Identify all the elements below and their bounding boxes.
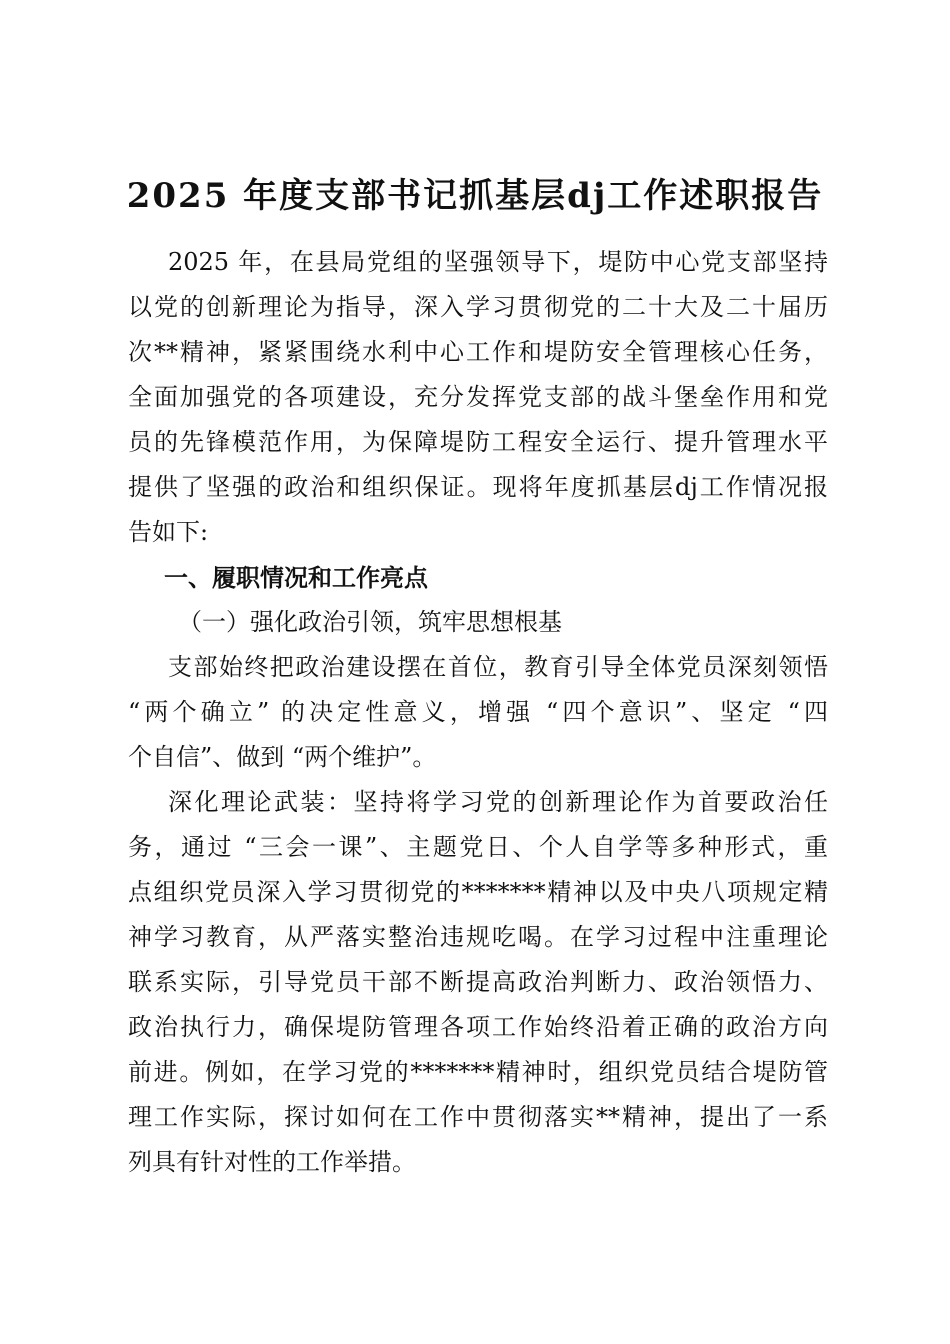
text-line: 务，通过 “三会一课”、主题党日、个人自学等多种形式，重 — [128, 833, 828, 861]
text-line: 政治执行力，确保堤防管理各项工作始终沿着正确的政治方向 — [128, 1013, 828, 1041]
text-line: 前进。例如，在学习党的*******精神时，组织党员结合堤防管 — [128, 1058, 828, 1086]
text-line: 理工作实际，探讨如何在工作中贯彻落实**精神，提出了一系 — [128, 1103, 828, 1131]
subsection-heading — [128, 600, 828, 645]
text-line: 点组织党员深入学习贯彻党的*******精神以及中央八项规定精 — [128, 878, 828, 906]
text-line: 次**精神，紧紧围绕水利中心工作和堤防安全管理核心任务， — [128, 338, 828, 366]
text-line: 支部始终把政治建设摆在首位，教育引导全体党员深刻领悟 — [168, 653, 828, 681]
text-line: （一）强化政治引领，筑牢思想根基 — [178, 608, 562, 636]
text-line: “两个确立” 的决定性意义，增强 “四个意识”、坚定 “四 — [128, 698, 828, 726]
text-line: 列具有针对性的工作举措。 — [128, 1148, 416, 1176]
text-line: 2025 年，在县局党组的坚强领导下，堤防中心党支部坚持 — [168, 248, 828, 276]
paragraph — [128, 780, 828, 1185]
paragraph — [128, 240, 828, 555]
text-line: 提供了坚强的政治和组织保证。现将年度抓基层dj工作情况报 — [128, 473, 828, 501]
text-line: 神学习教育，从严落实整治违规吃喝。在学习过程中注重理论 — [128, 923, 828, 951]
text-line: 员的先锋模范作用，为保障堤防工程安全运行、提升管理水平 — [128, 428, 828, 456]
document-title: 2025 年度支部书记抓基层dj工作述职报告 — [126, 176, 824, 216]
section-heading — [128, 555, 828, 600]
text-line: 一、履职情况和工作亮点 — [164, 563, 428, 592]
text-line: 深化理论武装：坚持将学习党的创新理论作为首要政治任 — [168, 788, 828, 816]
text-line: 联系实际，引导党员干部不断提高政治判断力、政治领悟力、 — [128, 968, 828, 996]
text-line: 以党的创新理论为指导，深入学习贯彻党的二十大及二十届历 — [128, 293, 828, 321]
text-line: 全面加强党的各项建设，充分发挥党支部的战斗堡垒作用和党 — [128, 383, 828, 411]
document-body — [128, 240, 828, 1185]
paragraph — [128, 645, 828, 780]
text-line: 告如下: — [128, 518, 209, 546]
text-line: 个自信”、做到 “两个维护”。 — [128, 743, 437, 771]
